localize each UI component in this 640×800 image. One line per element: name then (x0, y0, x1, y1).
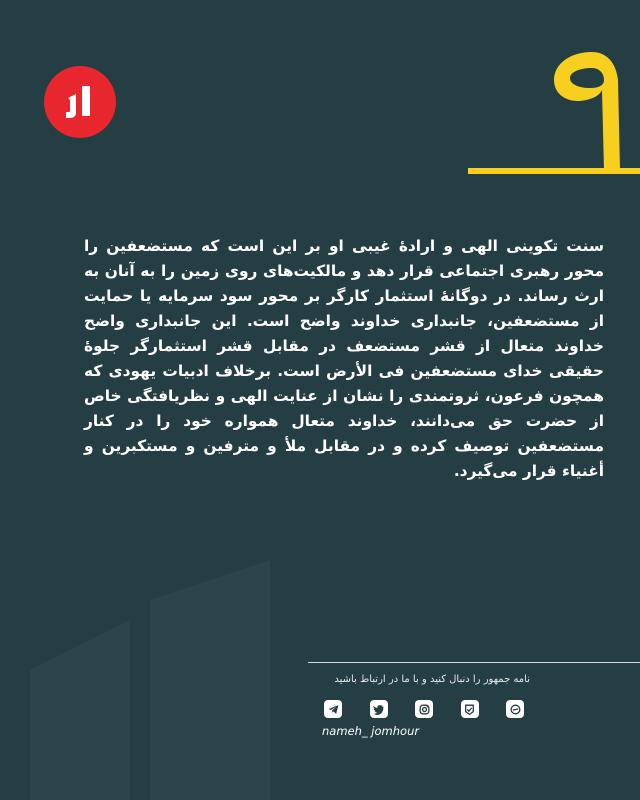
follow-text: نامه جمهور را دنبال کنید و با ما در ارتباط باشید (334, 674, 530, 685)
eitaa-icon[interactable] (506, 700, 524, 718)
post-body-text: سنت تکوینی الهی و ارادهٔ غیبی او بر این است که مستضعفین را محور رهبری اجتماعی قرار دهد و مالکیت‌های روی زمین را به آنان به ارث رساند. در دوگانهٔ استثمار کارگر بر محور سود سرمایه یا حمایت از مستضعفین، جانبداری خداوند واضح است. این جانبداری واضح خداوند متعال از قشر مستضعف در مقابل قشر استثمارگر جلوهٔ حقیقی خدای مستضعفین فی الأرض است. برخلاف ادبیات یهودی که همچون فرعون، ثروتمندی را نشان از عنایت الهی و نظریافتگی خاص از حضرت حق می‌دانند، خداوند متعال همواره خود را در کنار مستضعفین توصیف کرده و در مقابل ملأ و مترفین و مستکبرین و أغنیاء قرار می‌گیرد. (84, 237, 604, 480)
bale-icon[interactable] (461, 700, 479, 718)
footer-divider (308, 662, 640, 663)
twitter-icon[interactable] (370, 700, 388, 718)
telegram-icon[interactable] (324, 700, 342, 718)
social-icons-row (324, 700, 524, 720)
nameh-jomhour-logo-icon (56, 78, 104, 126)
accent-rule (468, 168, 640, 174)
instagram-icon[interactable] (415, 700, 433, 718)
post-number-glyph (542, 40, 622, 170)
background-watermark-shape (0, 560, 300, 800)
social-handle: nameh_ jomhour (322, 724, 420, 738)
brand-logo (44, 66, 116, 138)
